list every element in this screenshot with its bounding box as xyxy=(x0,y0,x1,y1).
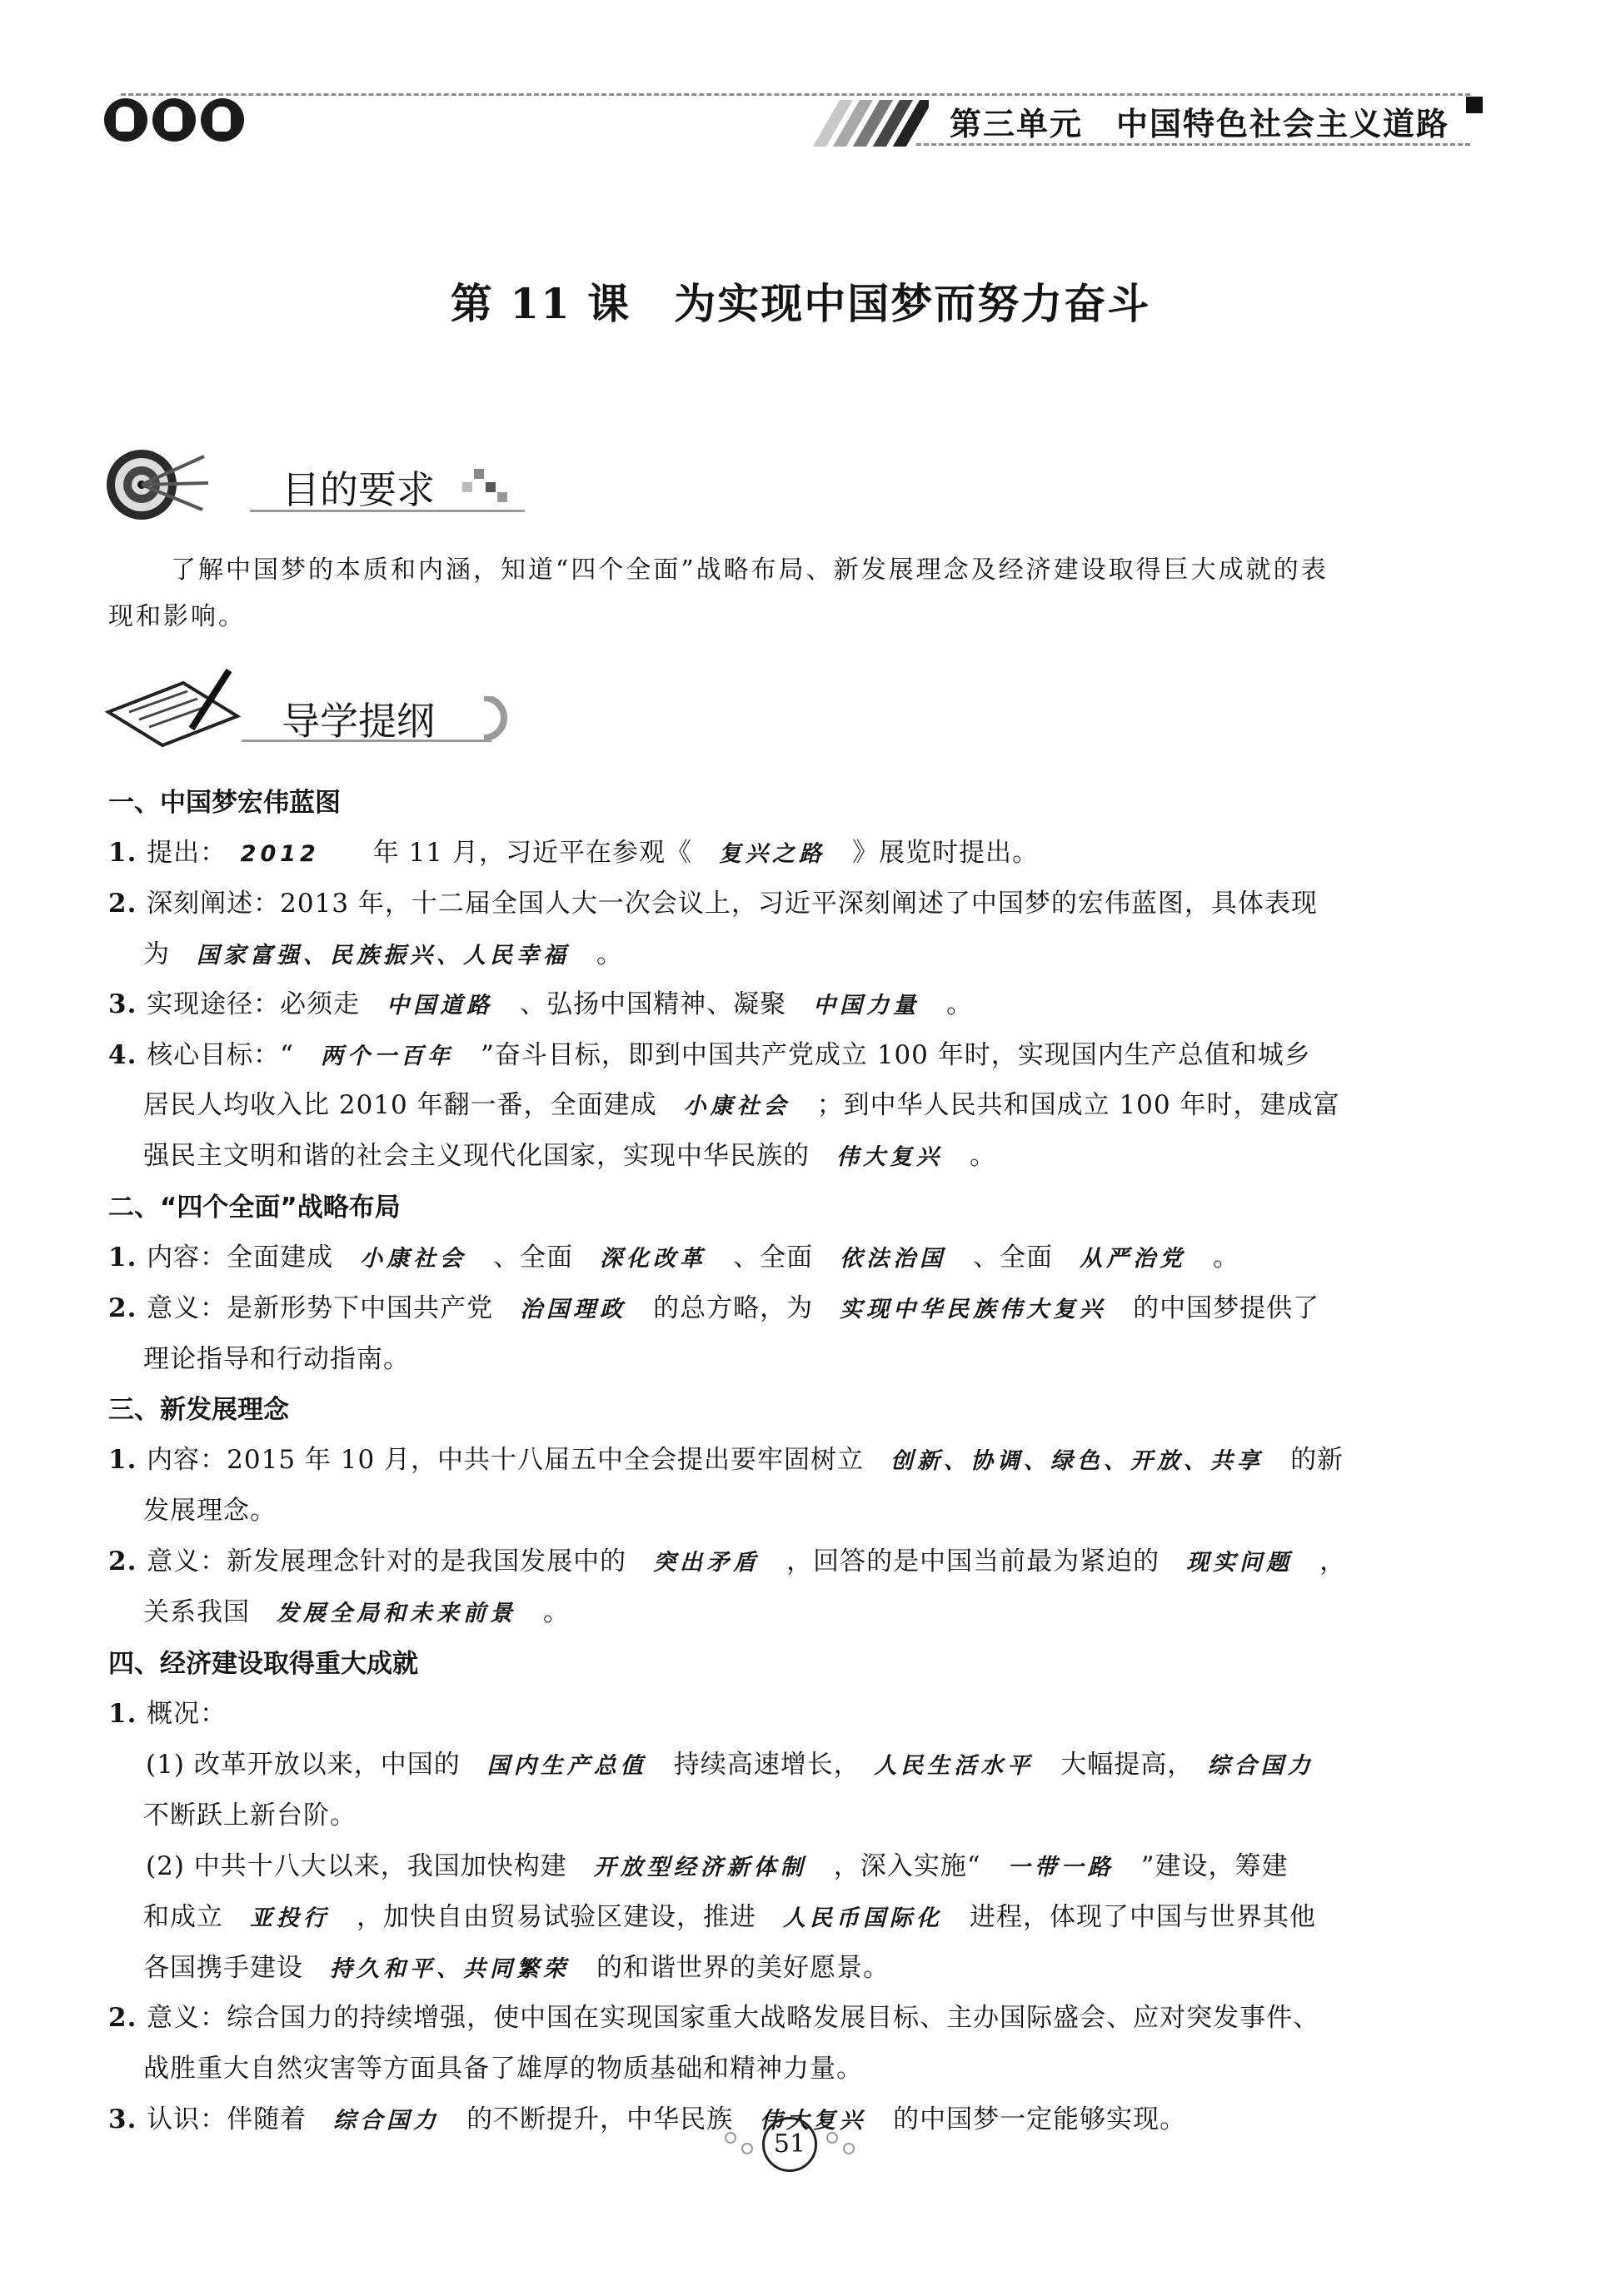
answer-text: 发展全局和未来前景 xyxy=(250,1601,543,1626)
line-text: 。 xyxy=(543,1597,570,1627)
line-text: 认识：伴随着 xyxy=(147,2104,307,2134)
page-decoration-dot xyxy=(741,2143,753,2154)
outline-heading-1: 一、中国梦宏伟蓝图 xyxy=(108,788,341,818)
line-text: 。 xyxy=(946,989,974,1019)
line-text: 持续高速增长， xyxy=(673,1750,848,1780)
item-number: 1. xyxy=(108,1699,147,1729)
line-text: 、全面 xyxy=(973,1243,1054,1273)
line-text: ， xyxy=(1319,1546,1347,1576)
line-text: 内容：2015 年 10 月，中共十八届五中全会提出要牢固树立 xyxy=(147,1445,865,1475)
hand-icon xyxy=(104,98,147,142)
page-decoration-dot xyxy=(843,2143,855,2154)
answer-text: 治国理政 xyxy=(493,1297,654,1322)
line-text: 理论指导和行动指南。 xyxy=(143,1344,410,1374)
page-number: 51 xyxy=(762,2117,817,2172)
outline-line xyxy=(108,983,973,1020)
outline-line xyxy=(108,1692,227,1730)
line-text: 的和谐世界的美好愿景。 xyxy=(596,1953,890,1983)
line-text: 的中国梦提供了 xyxy=(1133,1293,1320,1323)
line-text: 为 xyxy=(143,939,170,969)
answer-text: 深化改革 xyxy=(573,1246,734,1272)
hand-icon xyxy=(152,98,196,142)
line-text: 和成立 xyxy=(143,1902,223,1932)
line-text: 各国携手建设 xyxy=(143,1953,303,1983)
line-text: 不断跃上新台阶。 xyxy=(143,1800,357,1830)
line-text: 。 xyxy=(1213,1243,1240,1273)
outline-line xyxy=(108,1438,1344,1476)
unit-title: 第三单元 中国特色社会主义道路 xyxy=(950,106,1450,142)
answer-text: 开放型经济新体制 xyxy=(566,1855,834,1880)
line-text: 战胜重大自然灾害等方面具备了雄厚的物质基础和精神力量。 xyxy=(143,2054,863,2084)
line-text: 》展览时提出。 xyxy=(851,838,1039,868)
answer-text: 伟大复兴 xyxy=(733,2108,894,2134)
outline-line xyxy=(143,1083,1340,1121)
squares-decoration xyxy=(462,469,512,502)
item-number: 2. xyxy=(108,889,147,919)
line-text: 意义：新发展理念针对的是我国发展中的 xyxy=(147,1546,627,1576)
item-number: 1. xyxy=(108,1445,147,1475)
half-circle-decoration xyxy=(481,696,511,740)
line-text: 、全面 xyxy=(733,1243,814,1273)
outline-line xyxy=(143,2047,863,2084)
line-text: ；到中华人民共和国成立 100 年时，建成富 xyxy=(816,1090,1340,1120)
item-number: 4. xyxy=(108,1040,147,1070)
line-text: 。 xyxy=(970,1141,996,1171)
answer-text: 国家富强、民族振兴、人民幸福 xyxy=(170,943,596,969)
answer-text: 中国力量 xyxy=(786,993,947,1019)
line-text: 发展理念。 xyxy=(143,1496,277,1526)
line-text: 核心目标：“ xyxy=(147,1040,295,1070)
item-number: 1. xyxy=(108,1243,147,1273)
answer-text: 依法治国 xyxy=(813,1246,974,1272)
answer-text: 综合国力 xyxy=(1180,1753,1341,1779)
pen-paper-icon xyxy=(104,666,242,750)
line-text: ”建设，筹建 xyxy=(1140,1851,1289,1881)
answer-text: 一带一路 xyxy=(980,1855,1141,1880)
line-text: ”奋斗目标，即到中国共产党成立 100 年时，实现国内生产总值和城乡 xyxy=(481,1040,1311,1070)
line-text: (2) 中共十八大以来，我国加快构建 xyxy=(146,1851,567,1881)
outline-heading-2: 二、“四个全面”战略布局 xyxy=(108,1193,401,1223)
outline-line xyxy=(143,1337,410,1375)
line-text: 内容：全面建成 xyxy=(147,1243,334,1273)
answer-text: 两个一百年 xyxy=(294,1043,481,1069)
page-decoration-dot xyxy=(725,2132,736,2144)
line-text: 居民人均收入比 2010 年翻一番，全面建成 xyxy=(143,1090,657,1120)
answer-text: 国内生产总值 xyxy=(460,1753,674,1779)
line-text: 的中国梦一定能够实现。 xyxy=(893,2104,1187,2134)
target-icon xyxy=(104,441,212,525)
line-text: 的总方略，为 xyxy=(653,1293,814,1323)
item-number: 1. xyxy=(108,838,147,868)
line-text: 实现途径：必须走 xyxy=(147,989,361,1019)
line-text: 的不断提升，中华民族 xyxy=(466,2104,734,2134)
answer-text: 现实问题 xyxy=(1160,1550,1320,1576)
outline-line xyxy=(108,1287,1319,1324)
line-text: (1) 改革开放以来，中国的 xyxy=(146,1750,461,1780)
outline-line xyxy=(143,1489,277,1527)
item-number: 3. xyxy=(108,2104,147,2134)
outline-line xyxy=(108,1996,1319,2034)
answer-text: 伟大复兴 xyxy=(810,1144,970,1170)
answer-text: 人民生活水平 xyxy=(847,1753,1061,1779)
outline-line xyxy=(143,1946,890,1984)
line-text: 、弘扬中国精神、凝聚 xyxy=(520,989,787,1019)
line-text: 。 xyxy=(596,939,623,969)
item-number: 3. xyxy=(108,989,147,1019)
item-number: 2. xyxy=(108,2003,147,2033)
outline-underline xyxy=(242,740,491,742)
line-text: 大幅提高， xyxy=(1060,1750,1181,1780)
hand-icon xyxy=(201,98,244,142)
outline-line xyxy=(108,1236,1239,1273)
line-text: 、全面 xyxy=(493,1243,574,1273)
header-dashed-line xyxy=(121,93,1470,96)
item-number: 2. xyxy=(108,1293,147,1323)
line-text: 关系我国 xyxy=(143,1597,250,1627)
outline-heading-4: 四、经济建设取得重大成就 xyxy=(108,1649,418,1679)
line-text: 深刻阐述：2013 年，十二届全国人大一次会议上，习近平深刻阐述了中国梦的宏伟蓝图，具体表现 xyxy=(147,889,1318,919)
outline-line xyxy=(108,1540,1346,1577)
answer-text: 突出矛盾 xyxy=(626,1550,787,1576)
header-square xyxy=(1466,97,1483,113)
answer-text: 人民币国际化 xyxy=(756,1905,970,1931)
answer-text: 中国道路 xyxy=(360,993,521,1019)
outline-line xyxy=(143,1134,996,1172)
line-text: 进程，体现了中国与世界其他 xyxy=(970,1902,1316,1932)
answer-text: 实现中华民族伟大复兴 xyxy=(813,1297,1134,1322)
answer-text: 从严治党 xyxy=(1053,1246,1214,1272)
outline-line xyxy=(143,1794,357,1831)
line-text: 意义：是新形势下中国共产党 xyxy=(147,1293,494,1323)
outline-line xyxy=(108,831,1039,869)
line-text: 概况： xyxy=(147,1699,227,1729)
page-decoration-dot xyxy=(826,2132,838,2144)
outline-line xyxy=(146,1845,1288,1882)
outline-line xyxy=(143,1895,1316,1933)
hand-icons xyxy=(104,98,244,147)
answer-text: 创新、协调、绿色、开放、共享 xyxy=(864,1448,1291,1474)
line-text: ，深入实施“ xyxy=(833,1851,981,1881)
outline-line xyxy=(108,882,1318,919)
header-stripes xyxy=(812,100,929,147)
objectives-text-line-1: 了解中国梦的本质和内涵，知道“四个全面”战略布局、新发展理念及经济建设取得巨大成就的表 xyxy=(171,555,1329,585)
outline-heading: 导学提纲 xyxy=(282,699,435,744)
lesson-title: 第 11 课 为实现中国梦而努力奋斗 xyxy=(450,279,1151,328)
line-text: 强民主文明和谐的社会主义现代化国家，实现中华民族的 xyxy=(143,1141,810,1171)
outline-line xyxy=(143,1591,570,1628)
answer-text: 亚投行 xyxy=(223,1905,357,1931)
outline-line xyxy=(108,2098,1186,2135)
objectives-text-line-2: 现和影响。 xyxy=(108,602,246,631)
item-number: 2. xyxy=(108,1546,147,1576)
outline-line xyxy=(146,1743,1341,1781)
line-text: ，加快自由贸易试验区建设，推进 xyxy=(357,1902,756,1932)
answer-text: 综合国力 xyxy=(307,2108,467,2134)
answer-text: 持久和平、共同繁荣 xyxy=(303,1956,596,1982)
line-text: 意义：综合国力的持续增强，使中国在实现国家重大战略发展目标、主办国际盛会、应对突发事件、 xyxy=(147,2003,1320,2033)
answer-text: 2012 xyxy=(213,841,347,867)
objectives-heading: 目的要求 xyxy=(282,467,435,512)
line-text: 提出： xyxy=(147,838,214,868)
answer-text: 小康社会 xyxy=(656,1093,817,1119)
answer-text: 小康社会 xyxy=(333,1246,494,1272)
line-text: 的新 xyxy=(1290,1445,1344,1475)
line-text: ，回答的是中国当前最为紧迫的 xyxy=(786,1546,1160,1576)
outline-line xyxy=(108,1033,1311,1071)
objectives-underline xyxy=(250,510,525,512)
outline-heading-3: 三、新发展理念 xyxy=(108,1395,289,1425)
outline-line xyxy=(143,933,623,970)
line-text: 年 11 月，习近平在参观《 xyxy=(346,838,692,868)
answer-text: 复兴之路 xyxy=(691,841,852,867)
